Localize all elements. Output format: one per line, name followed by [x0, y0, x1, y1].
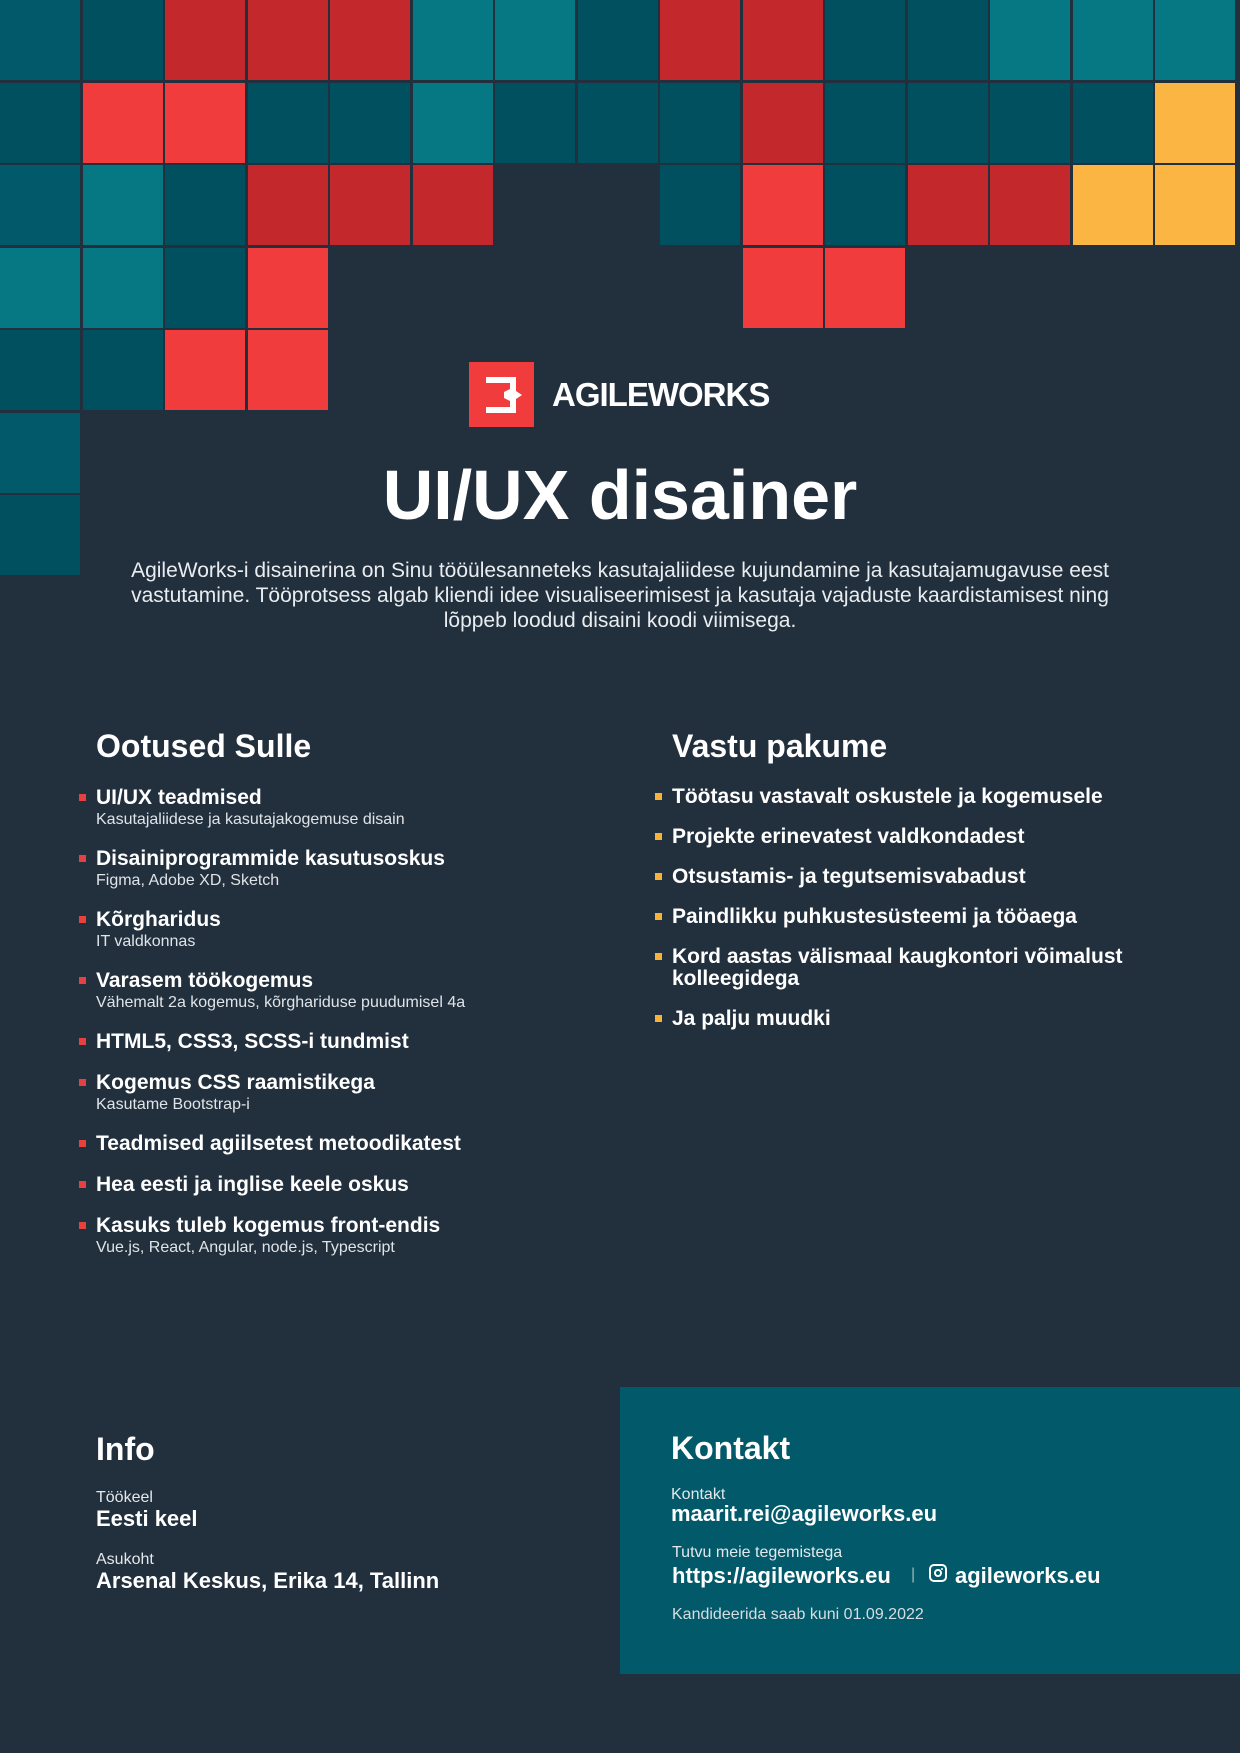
requirement-title: Hea eesti ja inglise keele oskus — [96, 1173, 409, 1196]
list-item: Otsustamis- ja tegutsemisvabadust — [672, 866, 1172, 888]
link-separator: | — [911, 1566, 916, 1583]
mosaic-tile — [165, 0, 245, 80]
mosaic-tile — [743, 248, 823, 328]
instagram-link[interactable]: agileworks.eu — [955, 1563, 1101, 1588]
mosaic-tile — [825, 165, 905, 245]
requirement-title: Kogemus CSS raamistikega — [96, 1071, 375, 1094]
requirement-detail: Vähemalt 2a kogemus, kõrghariduse puudumisel 4a — [96, 994, 466, 1011]
list-item: Kord aastas välismaal kaugkontori võimalust kolleegidega — [672, 946, 1172, 990]
mosaic-tile — [83, 165, 163, 245]
mosaic-tile — [248, 330, 328, 410]
offer-list — [672, 786, 1172, 1048]
mosaic-tile — [413, 83, 493, 163]
list-item — [96, 969, 616, 1013]
agileworks-logo-icon — [469, 362, 534, 427]
mosaic-tile — [248, 0, 328, 80]
info-heading: Info — [96, 1431, 155, 1467]
mosaic-tile — [83, 248, 163, 328]
list-item — [96, 1214, 616, 1258]
list-item — [96, 1030, 616, 1054]
website-link[interactable]: https://agileworks.eu — [672, 1563, 891, 1588]
requirement-detail: Kasutame Bootstrap-i — [96, 1096, 250, 1113]
list-item — [96, 1173, 616, 1197]
mosaic-tile — [248, 248, 328, 328]
requirement-title: HTML5, CSS3, SCSS-i tundmist — [96, 1030, 409, 1053]
contact-label: Kontakt — [671, 1486, 726, 1503]
expectations-heading: Ootused Sulle — [96, 728, 312, 764]
mosaic-tile — [1073, 165, 1153, 245]
requirement-title: Varasem töökogemus — [96, 969, 314, 992]
mosaic-tile — [165, 83, 245, 163]
expectations-list — [96, 786, 616, 1275]
mosaic-tile — [578, 0, 658, 80]
company-logo — [469, 362, 769, 427]
mosaic-tile — [743, 0, 823, 80]
mosaic-tile — [990, 0, 1070, 80]
requirement-title: Kõrgharidus — [96, 908, 221, 931]
mosaic-tile — [825, 248, 905, 328]
mosaic-tile — [330, 0, 410, 80]
mosaic-tile — [578, 83, 658, 163]
mosaic-tile — [413, 165, 493, 245]
list-item — [96, 908, 616, 952]
mosaic-tile — [908, 165, 988, 245]
logo-wordmark: AGILEWORKS — [552, 375, 770, 413]
mosaic-tile — [1155, 83, 1235, 163]
location-label: Asukoht — [96, 1551, 154, 1568]
application-deadline: Kandideerida saab kuni 01.09.2022 — [672, 1606, 924, 1623]
mosaic-tile — [0, 83, 80, 163]
requirement-detail: Vue.js, React, Angular, node.js, Typescript — [96, 1239, 395, 1256]
mosaic-tile — [743, 165, 823, 245]
list-item — [96, 847, 616, 891]
list-item — [96, 786, 616, 830]
mosaic-tile — [165, 248, 245, 328]
mosaic-tile — [83, 330, 163, 410]
mosaic-tile — [495, 0, 575, 80]
language-value: Eesti keel — [96, 1506, 198, 1531]
language-label: Töökeel — [96, 1489, 153, 1506]
mosaic-tile — [908, 0, 988, 80]
requirement-detail: IT valdkonnas — [96, 933, 196, 950]
mosaic-tile — [1073, 83, 1153, 163]
mosaic-tile — [165, 165, 245, 245]
requirement-title: Disainiprogrammide kasutusoskus — [96, 847, 445, 870]
requirement-title: Teadmised agiilsetest metoodikatest — [96, 1132, 461, 1155]
mosaic-tile — [248, 83, 328, 163]
mosaic-tile — [825, 83, 905, 163]
mosaic-tile — [660, 83, 740, 163]
mosaic-tile — [0, 0, 80, 80]
mosaic-tile — [165, 330, 245, 410]
requirement-title: UI/UX teadmised — [96, 786, 262, 809]
instagram-icon — [929, 1564, 947, 1582]
mosaic-tile — [1155, 0, 1235, 80]
mosaic-tile — [495, 83, 575, 163]
mosaic-tile — [1155, 165, 1235, 245]
mosaic-tile — [248, 165, 328, 245]
offer-heading: Vastu pakume — [672, 728, 888, 764]
list-item: Paindlikku puhkustesüsteemi ja tööaega — [672, 906, 1172, 928]
list-item: Ja palju muudki — [672, 1008, 1172, 1030]
list-item — [96, 1132, 616, 1156]
mosaic-tile — [330, 165, 410, 245]
requirement-title: Kasuks tuleb kogemus front-endis — [96, 1214, 441, 1237]
mosaic-tile — [660, 165, 740, 245]
mosaic-tile — [413, 0, 493, 80]
mosaic-tile — [83, 0, 163, 80]
location-value: Arsenal Keskus, Erika 14, Tallinn — [96, 1568, 440, 1593]
list-item: Projekte erinevatest valdkondadest — [672, 826, 1172, 848]
follow-label: Tutvu meie tegemistega — [672, 1544, 843, 1561]
mosaic-tile — [0, 330, 80, 410]
page-title: UI/UX disainer — [382, 456, 858, 534]
mosaic-tile — [0, 248, 80, 328]
mosaic-tile — [990, 83, 1070, 163]
mosaic-tile — [743, 83, 823, 163]
mosaic-tile — [0, 165, 80, 245]
mosaic-tile — [1073, 0, 1153, 80]
intro-paragraph: AgileWorks-i disainerina on Sinu tööülesanneteks kasutajaliidese kujundamine ja kasutajamugavuse eest vastutamine. Tööprotsess algab kliendi idee visualiseerimisest ja kasutaja vajaduste kaardistamisest ning lõppeb loodud disaini koodi viimisega. — [131, 559, 1109, 632]
list-item: Töötasu vastavalt oskustele ja kogemusele — [672, 786, 1172, 808]
contact-heading: Kontakt — [671, 1430, 791, 1466]
mosaic-tile — [990, 165, 1070, 245]
requirement-detail: Kasutajaliidese ja kasutajakogemuse disain — [96, 811, 405, 828]
mosaic-tile — [660, 0, 740, 80]
mosaic-tile — [908, 83, 988, 163]
mosaic-tile — [330, 83, 410, 163]
list-item — [96, 1071, 616, 1115]
contact-email-link[interactable]: maarit.rei@agileworks.eu — [671, 1501, 938, 1526]
requirement-detail: Figma, Adobe XD, Sketch — [96, 872, 280, 889]
mosaic-tile — [83, 83, 163, 163]
mosaic-tile — [825, 0, 905, 80]
